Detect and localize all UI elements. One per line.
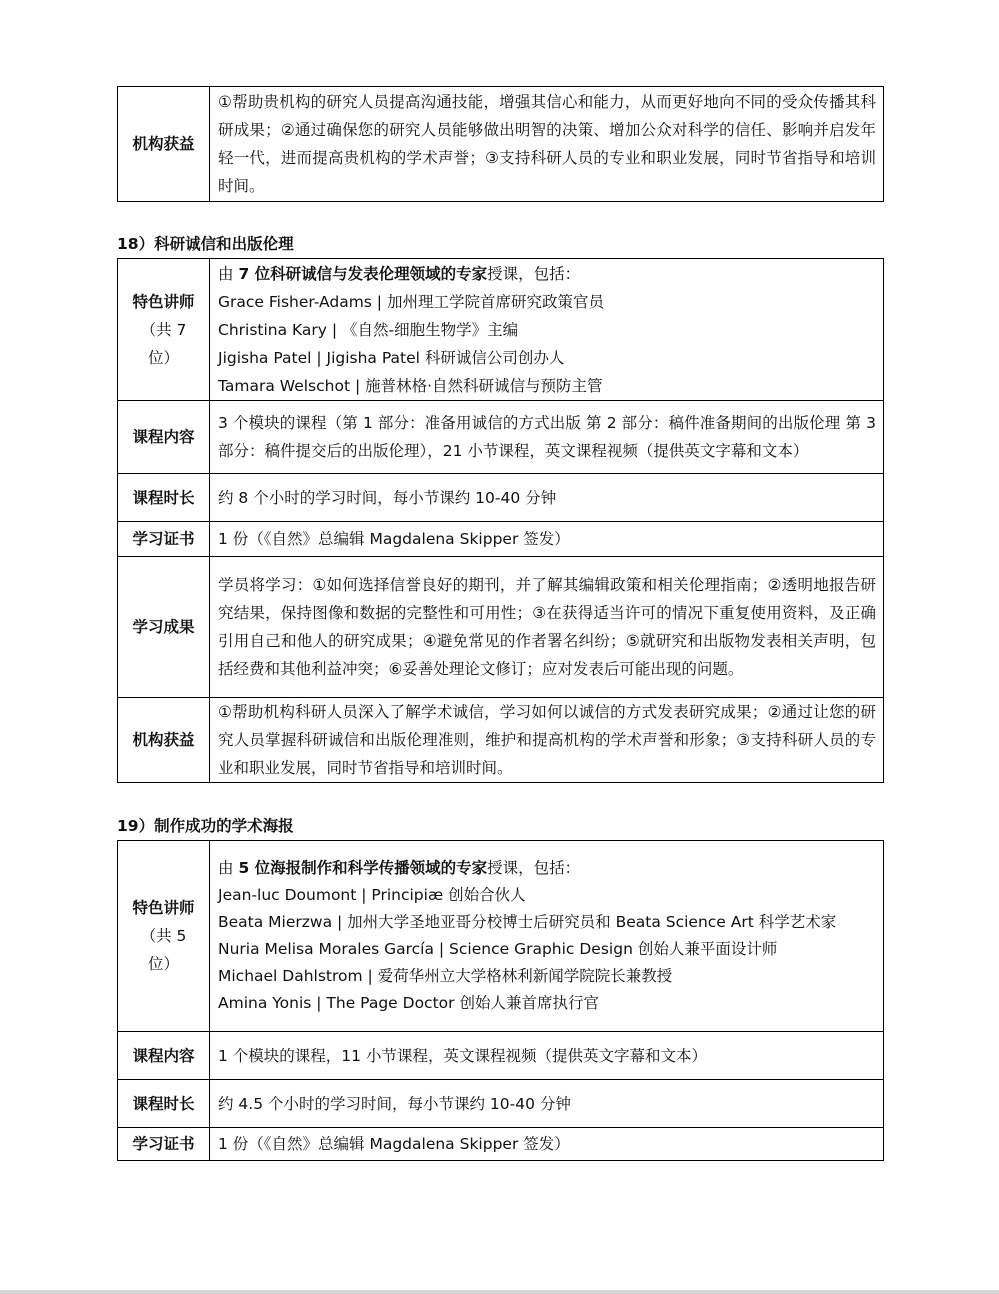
top-table-block — [117, 86, 884, 202]
table-row — [118, 1080, 884, 1128]
row-label — [118, 259, 210, 401]
row-label: 学习证书 — [118, 1128, 210, 1161]
row-value: 1 份（《自然》总编辑 Magdalena Skipper 签发） — [210, 522, 884, 557]
row-value: 约 8 个小时的学习时间，每小节课约 10-40 分钟 — [210, 474, 884, 522]
lecturer-intro — [218, 855, 876, 882]
row-value: 3 个模块的课程（第 1 部分：准备用诚信的方式出版 第 2 部分：稿件准备期间的出版伦理 第 3 部分：稿件提交后的出版伦理），21 小节课程，英文课程视频（提供英文字幕和文本） — [210, 401, 884, 474]
lecturer-item: Jean-luc Doumont | Principiæ 创始合伙人 — [218, 886, 526, 904]
row-label: 机构获益 — [118, 698, 210, 783]
intro-prefix: 由 — [218, 264, 239, 283]
section-19-table-block — [117, 840, 884, 1161]
table-row — [118, 698, 884, 783]
lecturer-item: Grace Fisher-Adams | 加州理工学院首席研究政策官员 — [218, 292, 604, 311]
lecturers-label: 特色讲师 — [132, 899, 195, 917]
lecturer-item: Michael Dahlstrom | 爱荷华州立大学格林利新闻学院院长兼教授 — [218, 967, 673, 985]
lecturer-item: Amina Yonis | The Page Doctor 创始人兼首席执行官 — [218, 994, 599, 1012]
section-19-heading: 19）制作成功的学术海报 — [117, 817, 294, 835]
section-18-table-block — [117, 258, 884, 783]
row-label: 学习成果 — [118, 557, 210, 698]
row-value: ①帮助机构科研人员深入了解学术诚信，学习如何以诚信的方式发表研究成果；②通过让您的研究人员掌握科研诚信和出版伦理准则，维护和提高机构的学术声誉和形象；③支持科研人员的专业和职业发展，同时节省指导和培训时间。 — [210, 698, 884, 783]
lecturers-count: （共 7 位） — [140, 320, 187, 367]
lecturer-item: Beata Mierzwa | 加州大学圣地亚哥分校博士后研究员和 Beata Science Art 科学艺术家 — [218, 913, 837, 931]
lecturer-intro — [218, 260, 876, 288]
table-row — [118, 1032, 884, 1080]
intro-bold: 7 位科研诚信与发表伦理领域的专家 — [238, 264, 488, 283]
row-label: 学习证书 — [118, 522, 210, 557]
lecturers-count: （共 5 位） — [140, 927, 187, 973]
lecturer-item: Jigisha Patel | Jigisha Patel 科研诚信公司创办人 — [218, 348, 565, 367]
row-label: 课程时长 — [118, 474, 210, 522]
row-label: 课程内容 — [118, 1032, 210, 1080]
intro-prefix: 由 — [218, 859, 239, 877]
row-value: 1 份（《自然》总编辑 Magdalena Skipper 签发） — [210, 1128, 884, 1161]
row-label: 课程时长 — [118, 1080, 210, 1128]
lecturer-item: Nuria Melisa Morales García | Science Graphic Design 创始人兼平面设计师 — [218, 940, 778, 958]
row-value: 约 4.5 个小时的学习时间，每小节课约 10-40 分钟 — [210, 1080, 884, 1128]
row-label: 机构获益 — [118, 87, 210, 202]
page-bottom-divider — [0, 1290, 999, 1294]
intro-suffix: 授课，包括： — [487, 859, 581, 877]
section-19-table — [117, 840, 884, 1161]
lecturer-list — [210, 841, 884, 1032]
lecturer-item: Christina Kary | 《自然-细胞生物学》主编 — [218, 320, 519, 339]
intro-suffix: 授课，包括： — [487, 264, 581, 283]
table-row — [118, 474, 884, 522]
table-row — [118, 522, 884, 557]
table-row — [118, 557, 884, 698]
section-18-table — [117, 258, 884, 783]
table-row — [118, 1128, 884, 1161]
intro-bold: 5 位海报制作和科学传播领域的专家 — [238, 859, 488, 877]
row-label — [118, 841, 210, 1032]
lecturers-label: 特色讲师 — [132, 292, 195, 311]
row-value: 学员将学习：①如何选择信誉良好的期刊，并了解其编辑政策和相关伦理指南；②透明地报告研究结果，保持图像和数据的完整性和可用性；③在获得适当许可的情况下重复使用资料，及正确引用自己和他人的研究成果；④避免常见的作者署名纠纷；⑤就研究和出版物发表相关声明，包括经费和其他利益冲突；⑥妥善处理论文修订；应对发表后可能出现的问题。 — [210, 557, 884, 698]
row-label: 课程内容 — [118, 401, 210, 474]
table-row — [118, 259, 884, 401]
table-row — [118, 87, 884, 202]
section-18-heading: 18）科研诚信和出版伦理 — [117, 235, 294, 253]
table-row — [118, 841, 884, 1032]
table-row — [118, 401, 884, 474]
top-table — [117, 86, 884, 202]
row-value: 1 个模块的课程，11 小节课程，英文课程视频（提供英文字幕和文本） — [210, 1032, 884, 1080]
lecturer-list — [210, 259, 884, 401]
lecturer-item: Tamara Welschot | 施普林格·自然科研诚信与预防主管 — [218, 376, 603, 395]
row-value: ①帮助贵机构的研究人员提高沟通技能，增强其信心和能力，从而更好地向不同的受众传播其科研成果；②通过确保您的研究人员能够做出明智的决策、增加公众对科学的信任、影响并启发年轻一代，进而提高贵机构的学术声誉；③支持科研人员的专业和职业发展，同时节省指导和培训时间。 — [210, 87, 884, 202]
